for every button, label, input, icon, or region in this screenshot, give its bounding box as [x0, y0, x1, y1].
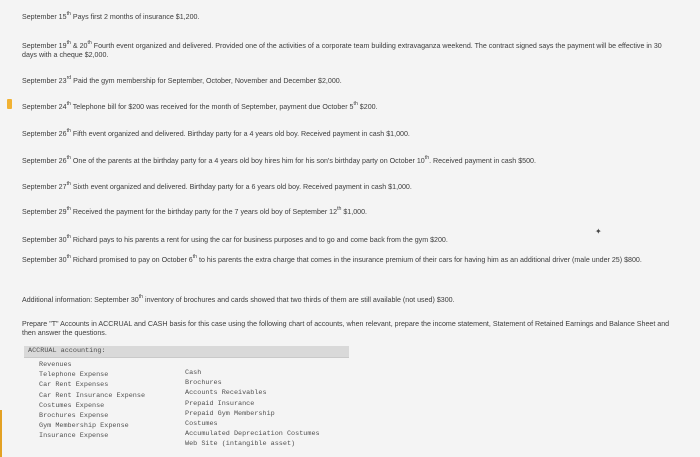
account-item: Car Rent Expenses: [39, 381, 109, 390]
chart-of-accounts-header: ACCRUAL accounting:: [24, 346, 349, 358]
account-item: Revenues: [39, 361, 72, 369]
transaction-sep23: September 23rd Paid the gym membership for September, October, November and December $2,000.: [22, 75, 342, 85]
highlight-marker: [7, 99, 12, 109]
account-item: Gym Membership Expense: [39, 422, 129, 431]
account-item: Prepaid Gym Membership: [185, 409, 275, 418]
transaction-sep19-20: September 19th & 20th Fourth event organized and delivered. Provided one of the activities of a corporate team building extravaganza weekend. The contract signed says the payment will be effective in 30 days with a cheque $2,000.: [22, 40, 662, 59]
account-item: Costumes: [185, 420, 218, 429]
account-item: Cash: [185, 369, 202, 377]
account-item: Prepaid Insurance: [185, 399, 255, 408]
left-edge-bar: [0, 410, 2, 457]
transaction-sep29: September 29th Received the payment for the birthday party for the 7 years old boy of September 12th $1,000.: [22, 206, 368, 216]
transaction-sep27: September 27th Sixth event organized and delivered. Birthday party for a 6 years old boy. Received payment in cash $1,000.: [22, 181, 412, 191]
mouse-cursor-icon: ✦: [595, 227, 602, 236]
transaction-sep24: September 24th Telephone bill for $200 was received for the month of September, payment due October 5th $200.: [22, 101, 378, 111]
transaction-sep30-car-rent: September 30th Richard pays to his parents a rent for using the car for business purposes and to go and come back from the gym $200.: [22, 234, 448, 244]
transaction-sep15: September 15th Pays first 2 months of insurance $1,200.: [22, 11, 200, 21]
account-item: Telephone Expense: [39, 371, 109, 380]
account-item: Insurance Expense: [39, 432, 109, 441]
account-item: Costumes Expense: [39, 401, 105, 410]
transaction-sep30-insurance-promise: September 30th Richard promised to pay on October 6th to his parents the extra charge that comes in the insurance premium of their cars for having him as an additional driver (male under 25) $800.: [22, 254, 642, 264]
transaction-sep26-fifth-event: September 26th Fifth event organized and delivered. Birthday party for a 4 years old boy. Received payment in cash $1,000.: [22, 128, 410, 138]
additional-information: Additional information: September 30th inventory of brochures and cards showed that two thirds of them are still available (not used) $300.: [22, 294, 455, 304]
accounts-right-column: [185, 360, 345, 450]
account-item: Accumulated Depreciation Costumes: [185, 430, 320, 439]
transaction-sep26-parent-hire: September 26th One of the parents at the birthday party for a 4 years old boy hires him for his son's birthday party on October 10th. Received payment in cash $500.: [22, 155, 536, 165]
account-item: Accounts Receivables: [185, 389, 267, 398]
instructions: Prepare "T" Accounts in ACCRUAL and CASH basis for this case using the following chart of accounts, when relevant, prepare the income statement, Statement of Retained Earnings and Balance Sheet and then answer the questions.: [22, 320, 670, 337]
chart-of-accounts: [24, 346, 349, 450]
account-item: Brochures: [185, 379, 222, 388]
account-item: Web Site (intangible asset): [185, 440, 296, 449]
account-item: Brochures Expense: [39, 412, 109, 421]
account-item: Car Rent Insurance Expense: [39, 391, 146, 400]
accounts-left-column: [39, 360, 185, 450]
